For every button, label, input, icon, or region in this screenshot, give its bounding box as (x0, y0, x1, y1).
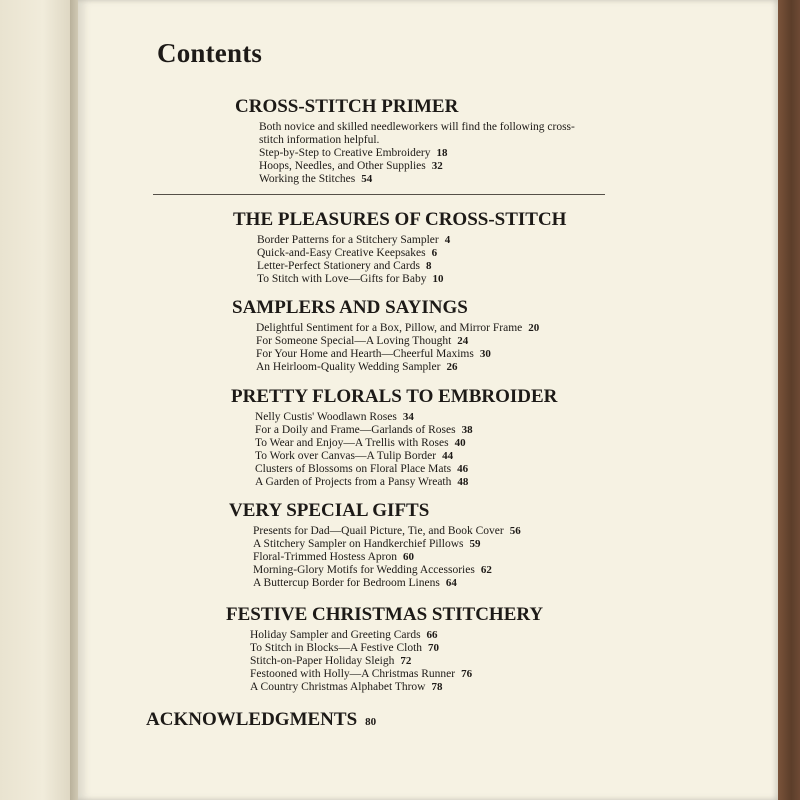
toc-entry (250, 681, 543, 694)
entry-page: 6 (431, 247, 438, 259)
toc-entry (253, 577, 521, 590)
toc-section-christmas (226, 604, 543, 694)
entry-title: Festooned with Holly—A Christmas Runner (250, 668, 456, 680)
toc-entry (250, 642, 543, 655)
entry-page: 66 (426, 629, 438, 641)
toc-section-samplers (232, 297, 539, 374)
entry-title: Nelly Custis' Woodlawn Roses (255, 411, 397, 423)
entry-page: 18 (436, 147, 448, 159)
entry-title: Morning-Glory Motifs for Wedding Accessories (253, 564, 475, 576)
entry-page: 72 (400, 655, 412, 667)
section-heading: FESTIVE CHRISTMAS STITCHERY (226, 604, 544, 625)
divider-rule (153, 194, 605, 195)
toc-section-cross-stitch-primer (235, 96, 599, 186)
entry-title: To Stitch with Love—Gifts for Baby (257, 273, 427, 285)
entry-page: 56 (509, 525, 521, 537)
entry-page: 70 (428, 642, 440, 654)
toc-entry (256, 361, 539, 374)
entry-title: A Garden of Projects from a Pansy Wreath (255, 476, 452, 488)
toc-entry (255, 450, 557, 463)
table-surface (778, 0, 800, 800)
entry-page: 4 (444, 234, 451, 246)
entry-title: For Your Home and Hearth—Cheerful Maxims (256, 348, 474, 360)
toc-section-gifts (229, 500, 521, 590)
entry-page: 32 (431, 160, 443, 172)
entry-page: 76 (461, 668, 473, 680)
entry-title: A Country Christmas Alphabet Throw (250, 681, 426, 693)
toc-entry (253, 538, 521, 551)
toc-entry (250, 668, 543, 681)
toc-section-pleasures (233, 209, 566, 286)
entry-title: For a Doily and Frame—Garlands of Roses (255, 424, 456, 436)
entry-title: An Heirloom-Quality Wedding Sampler (256, 361, 441, 373)
section-entries (232, 322, 539, 374)
toc-entry (253, 525, 521, 538)
section-entries (235, 121, 599, 186)
entry-title: To Wear and Enjoy—A Trellis with Roses (255, 437, 449, 449)
entry-page: 30 (479, 348, 491, 360)
entry-title: Border Patterns for a Stitchery Sampler (257, 234, 439, 246)
section-entries (229, 525, 521, 590)
acknowledgments-page: 80 (365, 716, 377, 728)
entry-page: 10 (432, 273, 444, 285)
entry-title: Stitch-on-Paper Holiday Sleigh (250, 655, 395, 667)
toc-entry (257, 260, 566, 273)
entry-page: 26 (446, 361, 458, 373)
entry-title: Working the Stitches (259, 173, 356, 185)
entry-title: A Buttercup Border for Bedroom Linens (253, 577, 440, 589)
entry-title: Clusters of Blossoms on Floral Place Mats (255, 463, 452, 475)
section-heading: CROSS-STITCH PRIMER (235, 96, 459, 117)
toc-section-florals (231, 386, 557, 489)
entry-page: 48 (457, 476, 469, 488)
section-heading: PRETTY FLORALS TO EMBROIDER (231, 386, 558, 407)
entry-page: 38 (461, 424, 473, 436)
section-entries (231, 411, 557, 489)
toc-entry (256, 335, 539, 348)
entry-title: Floral-Trimmed Hostess Apron (253, 551, 397, 563)
toc-entry (259, 160, 599, 173)
entry-page: 44 (442, 450, 454, 462)
toc-entry (256, 348, 539, 361)
section-intro: Both novice and skilled needleworkers will find the following cross-stitch information helpful. (259, 121, 575, 146)
entry-page: 24 (457, 335, 469, 347)
section-heading: SAMPLERS AND SAYINGS (232, 297, 468, 318)
toc-entry (250, 629, 543, 642)
toc-entry (255, 411, 557, 424)
entry-title: A Stitchery Sampler on Handkerchief Pillows (253, 538, 464, 550)
toc-entry (257, 234, 566, 247)
entry-title: Delightful Sentiment for a Box, Pillow, and Mirror Frame (256, 322, 523, 334)
toc-entry (257, 247, 566, 260)
entry-page: 60 (402, 551, 414, 563)
entry-page: 62 (480, 564, 492, 576)
toc-entry (255, 437, 557, 450)
entry-title: Presents for Dad—Quail Picture, Tie, and Book Cover (253, 525, 504, 537)
entry-title: To Work over Canvas—A Tulip Border (255, 450, 437, 462)
entry-title: Hoops, Needles, and Other Supplies (259, 160, 426, 172)
toc-entry (253, 564, 521, 577)
entry-page: 78 (431, 681, 443, 693)
entry-page: 34 (402, 411, 414, 423)
section-heading: VERY SPECIAL GIFTS (229, 500, 430, 521)
toc-entry (250, 655, 543, 668)
toc-entry (255, 424, 557, 437)
section-entries (233, 234, 566, 286)
entry-title: Quick-and-Easy Creative Keepsakes (257, 247, 426, 259)
entry-page: 64 (445, 577, 457, 589)
entry-page: 59 (469, 538, 481, 550)
entry-page: 8 (425, 260, 432, 272)
page-title: Contents (157, 38, 263, 68)
entry-title: For Someone Special—A Loving Thought (256, 335, 452, 347)
toc-entry (255, 476, 557, 489)
section-heading: THE PLEASURES OF CROSS-STITCH (233, 209, 567, 230)
toc-entry (253, 551, 521, 564)
toc-entry (259, 147, 599, 160)
entry-title: Letter-Perfect Stationery and Cards (257, 260, 420, 272)
toc-entry (256, 322, 539, 335)
entry-title: Holiday Sampler and Greeting Cards (250, 629, 421, 641)
entry-page: 40 (454, 437, 466, 449)
entry-title: To Stitch in Blocks—A Festive Cloth (250, 642, 423, 654)
toc-acknowledgments (146, 709, 376, 731)
left-page-edge (0, 0, 78, 800)
acknowledgments-heading: ACKNOWLEDGMENTS (146, 709, 358, 730)
section-entries (226, 629, 543, 694)
entry-page: 20 (528, 322, 540, 334)
entry-title: Step-by-Step to Creative Embroidery (259, 147, 431, 159)
toc-entry (259, 173, 599, 186)
entry-page: 54 (361, 173, 373, 185)
entry-page: 46 (457, 463, 469, 475)
toc-entry (257, 273, 566, 286)
toc-entry (255, 463, 557, 476)
